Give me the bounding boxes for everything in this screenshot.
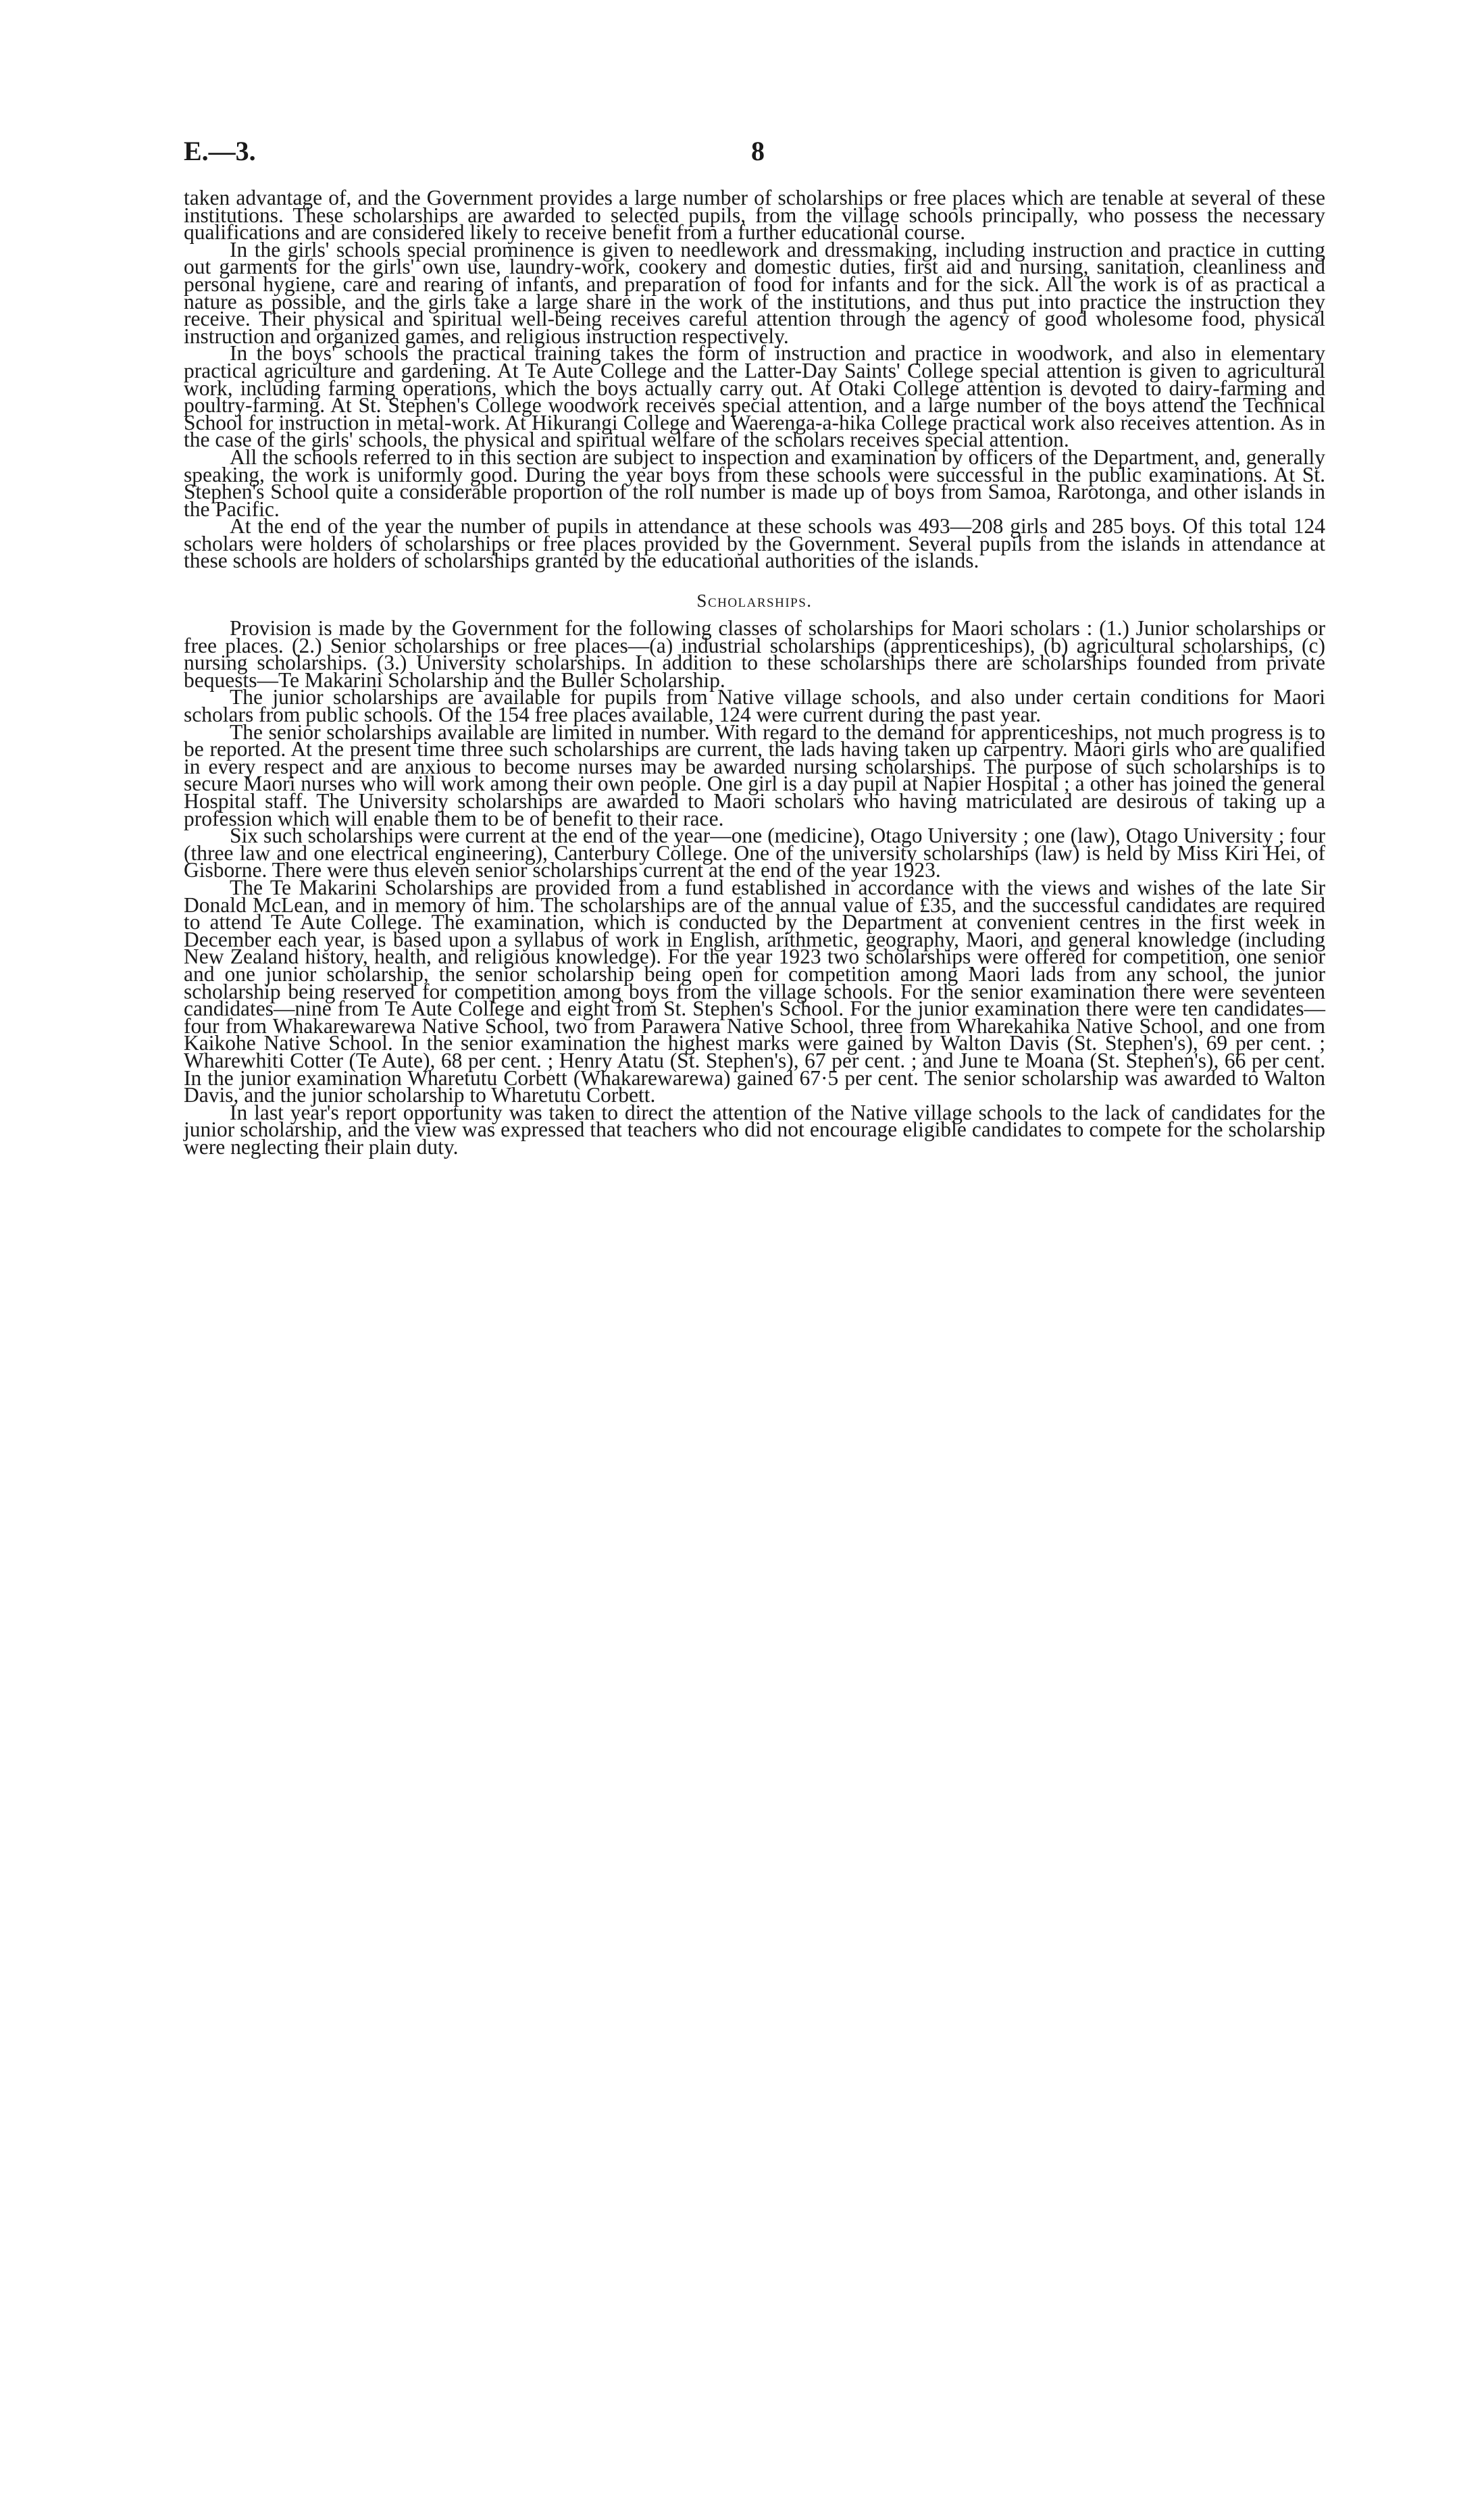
paragraph-attendance: At the end of the year the number of pupils in attendance at these schools was 493—208 girls and 285 boys. Of this total 124 scholars were holders of scholarships or free places provided by the Government. Several pupils from the islands in attendance at these schools are holders of scholarships granted by the educational authorities of the islands.: [184, 514, 1325, 573]
paragraph-te-makarini: The Te Makarini Scholarships are provided from a fund established in accordance with the views and wishes of the late Sir Donald McLean, and in memory of him. The scholarships are of the annual value of £35, and the successful candidates are required to attend Te Aute College. The examination, which is conducted by the Department at convenient centres in the first week in December each year, is based upon a syllabus of work in English, arithmetic, geography, Maori, and general knowledge (including New Zealand history, health, and religious knowledge). For the year 1923 two scholarships were offered for competition, one senior and one junior scholarship, the senior scholarship being open for competition among Maori lads from any school, the junior scholarship being reserved for competition among boys from the village schools. For the senior examination there were seventeen candidates—nine from Te Aute College and eight from St. Stephen's School. For the junior examination there were ten candidates—four from Whakarewarewa Native School, two from Parawera Native School, three from Wharekahika Native School, and one from Kaikohe Native School. In the senior examination the highest marks were gained by Walton Davis (St. Stephen's), 69 per cent. ; Wharewhiti Cotter (Te Aute), 68 per cent. ; Henry Atatu (St. Stephen's), 67 per cent. ; and June te Moana (St. Stephen's), 66 per cent. In the junior examination Wharetutu Corbett (Whakarewarewa) gained 67·5 per cent. The senior scholarship was awarded to Walton Davis, and the junior scholarship to Wharetutu Corbett.: [184, 875, 1325, 1107]
document-page: [184, 135, 1325, 1159]
paragraph-university-scholarships: Six such scholarships were current at the end of the year—one (medicine), Otago University ; one (law), Otago University ; four (three law and one electrical engineering), Canterbury College. One of the university scholarships (law) is held by Miss Kiri Hei, of Gisborne. There were thus eleven senior scholarships current at the end of the year 1923.: [184, 824, 1325, 882]
section-heading-scholarships: Scholarships.: [696, 591, 813, 611]
paragraph-last-year-report: In last year's report opportunity was taken to direct the attention of the Native village schools to the lack of candidates for the junior scholarship, and the view was expressed that teachers who did not encourage eligible candidates to compete for the scholarship were neglecting their plain duty.: [184, 1100, 1325, 1159]
paragraph-senior-scholarships: The senior scholarships available are limited in number. With regard to the demand for apprenticeships, not much progress is to be reported. At the present time three such scholarships are current, the lads having taken up carpentry. Maori girls who are qualified in every respect and are anxious to become nurses may be awarded nursing scholarships. The purpose of such scholarships is to secure Maori nurses who will work among their own people. One girl is a day pupil at Napier Hospital ; a other has joined the general Hospital staff. The University scholarships are awarded to Maori scholars who having matriculated are desirous of taking up a profession which will enable them to be of benefit to their race.: [184, 720, 1325, 830]
paragraph-junior-scholarships: The junior scholarships are available for pupils from Native village schools, and also under certain conditions for Maori scholars from public schools. Of the 154 free places available, 124 were current during the past year.: [184, 685, 1325, 727]
paragraph-scholarship-classes: Provision is made by the Government for the following classes of scholarships for Maori scholars : (1.) Junior scholarships or free places. (2.) Senior scholarships or free places—(a) industrial scholarships (apprenticeships), (b) agricultural scholarships, (c) nursing scholarships. (3.) University scholarships. In addition to these scholarships there are scholarships founded from private bequests—Te Makarini Scholarship and the Buller Scholarship.: [184, 616, 1325, 692]
page-number: 8: [751, 136, 765, 166]
paragraph-continuation: taken advantage of, and the Government provides a large number of scholarships or free places which are tenable at several of these institutions. These scholarships are awarded to selected pupils, from the village schools principally, who possess the necessary qualifications and are considered likely to receive benefit from a further educational course.: [184, 186, 1325, 245]
paragraph-girls-schools: In the girls' schools special prominence is given to needlework and dressmaking, including instruction and practice in cutting out garments for the girls' own use, laundry-work, cookery and domestic duties, first aid and nursing, sanitation, cleanliness and personal hygiene, care and rearing of infants, and preparation of food for infants and for the sick. All the work is of as practical a nature as possible, and the girls take a large share in the work of the institutions, and thus put into practice the instruction they receive. Their physical and spiritual well-being receives careful attention through the agency of good wholesome food, physical instruction and organized games, and religious instruction respectively.: [184, 237, 1325, 348]
page-header: [184, 135, 1325, 189]
paragraph-boys-schools: In the boys' schools the practical training takes the form of instruction and practice in woodwork, and also in elementary practical agriculture and gardening. At Te Aute College and the Latter-Day Saints' College special attention is given to agricultural work, including farming operations, which the boys actually carry out. At Otaki College attention is devoted to dairy-farming and poultry-farming. At St. Stephen's College woodwork receives special attention, and a large number of the boys attend the Technical School for instruction in metal-work. At Hikurangi College and Waerenga-a-hika College practical work also receives attention. As in the case of the girls' schools, the physical and spiritual welfare of the scholars receives special attention.: [184, 341, 1325, 452]
body-text: [184, 186, 1325, 1159]
paragraph-inspection: All the schools referred to in this section are subject to inspection and examination by officers of the Department, and, generally speaking, the work is uniformly good. During the year boys from these schools were successful in the public examinations. At St. Stephen's School quite a considerable proportion of the roll number is made up of boys from Samoa, Rarotonga, and other islands in the Pacific.: [184, 445, 1325, 521]
document-reference: E.—3.: [184, 136, 256, 166]
